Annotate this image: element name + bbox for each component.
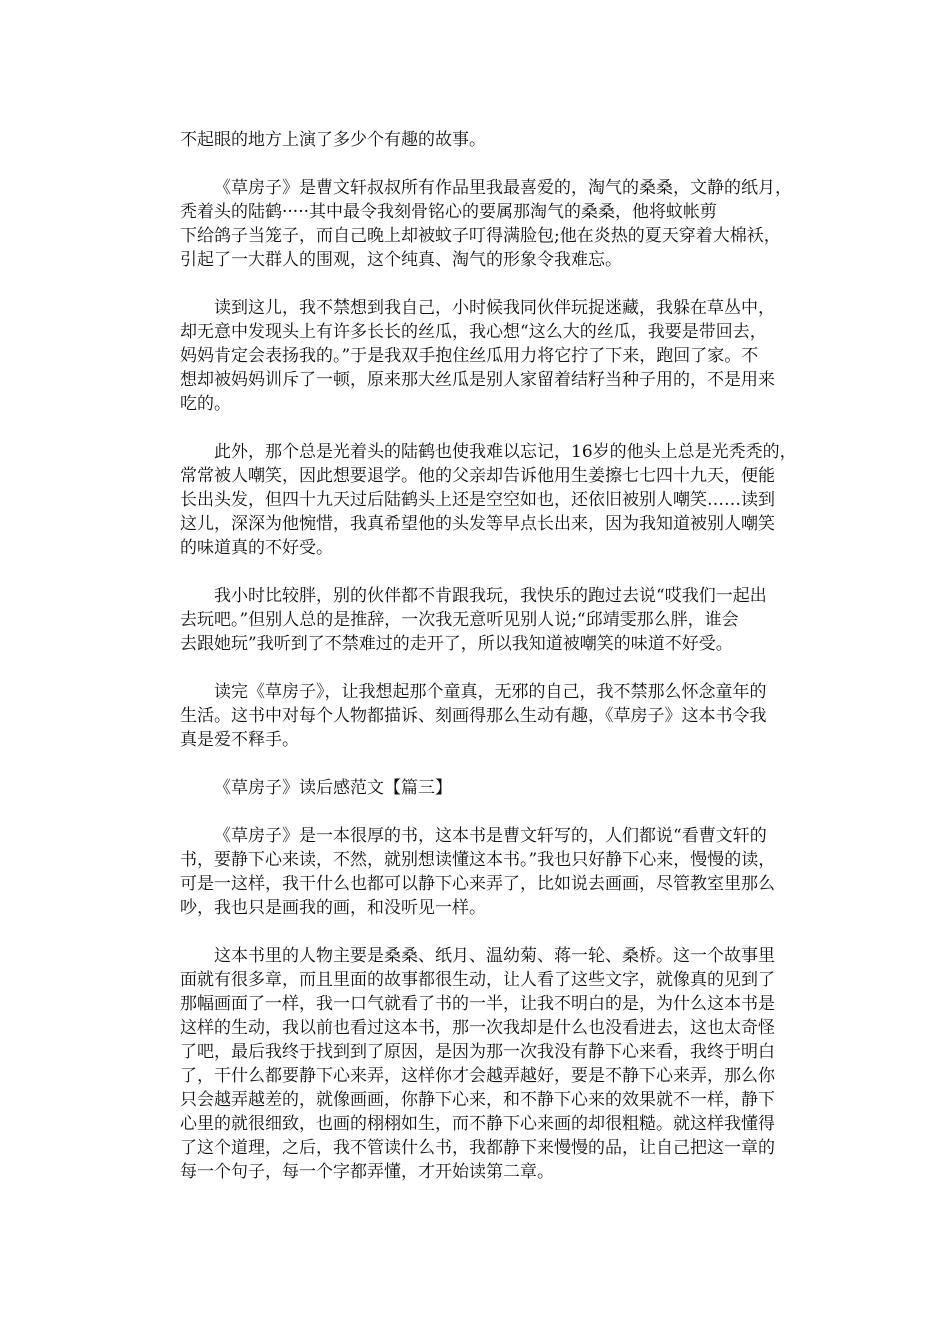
- text-line: 的味道真的不好受。: [180, 538, 333, 558]
- text-line: 《草房子》是曹文轩叔叔所有作品里我最喜爱的，淘气的桑桑，文静的纸月，: [214, 178, 792, 198]
- paragraph-3: [180, 296, 777, 416]
- text-line: 秃着头的陆鹤·····其中最令我刻骨铭心的要属那淘气的桑桑，他将蚊帐剪: [180, 202, 718, 222]
- paragraph-5: [180, 584, 777, 656]
- section-heading: 《草房子》读后感范文【篇三】: [214, 778, 452, 798]
- text-line: 每一个句子，每一个字都弄懂，才开始读第二章。: [180, 1162, 554, 1182]
- text-line: 妈妈肯定会表扬我的。”于是我双手抱住丝瓜用力将它拧了下来，跑回了家。不: [180, 346, 759, 366]
- text-line: 读完《草房子》，让我想起那个童真，无邪的自己，我不禁那么怀念童年的: [214, 682, 767, 702]
- text-line: 却无意中发现头上有许多长长的丝瓜，我心想“这么大的丝瓜，我要是带回去，: [180, 322, 767, 342]
- text-line: 这样的生动，我以前也看过这本书，那一次我却是什么也没看进去，这也太奇怪: [180, 1018, 775, 1038]
- text-line: 了这个道理，之后，我不管读什么书，我都静下来慢慢的品，让自己把这一章的: [180, 1138, 775, 1158]
- text-line: 《草房子》是一本很厚的书，这本书是曹文轩写的，人们都说“看曹文轩的: [214, 826, 767, 846]
- text-line: 去跟她玩”我听到了不禁难过的走开了，所以我知道被嘲笑的味道不好受。: [180, 634, 733, 654]
- paragraph-1: [180, 128, 777, 152]
- text-line: 那幅画面了一样，我一口气就看了书的一半，让我不明白的是，为什么这本书是: [180, 994, 775, 1014]
- text-line: 引起了一大群人的围观，这个纯真、淘气的形象令我难忘。: [180, 250, 622, 270]
- text-line: 下给鸽子当笼子，而自己晚上却被蚊子叮得满脸包;他在炎热的夏天穿着大棉袄，: [180, 226, 781, 246]
- paragraph-2: [180, 176, 792, 272]
- text-line: 可是一这样，我干什么也都可以静下心来弄了，比如说去画画，尽管教室里那么: [180, 874, 775, 894]
- text-line: 这儿，深深为他惋惜，我真希望他的头发等早点长出来，因为我知道被别人嘲笑: [180, 514, 775, 534]
- paragraph-4: [180, 440, 797, 560]
- paragraph-7: [180, 824, 777, 920]
- text-line: 了吧，最后我终于找到到了原因，是因为那一次我没有静下心来看，我终于明白: [180, 1042, 775, 1062]
- text-line: 读到这儿，我不禁想到我自己，小时候我同伙伴玩捉迷藏，我躲在草丛中，: [214, 298, 775, 318]
- text-line: 真是爱不释手。: [180, 730, 299, 750]
- text-line: 吃的。: [180, 394, 231, 414]
- text-line: 面就有很多章，而且里面的故事都很生动，让人看了这些文字，就像真的见到了: [180, 970, 775, 990]
- text-line: 只会越弄越差的，就像画画，你静下心来，和不静下心来的效果就不一样，静下: [180, 1090, 775, 1110]
- text-line: 心里的就很细致，也画的栩栩如生，而不静下心来画的却很粗糙。就这样我懂得: [180, 1114, 775, 1134]
- text-line: 生活。这书中对每个人物都描诉、刻画得那么生动有趣，《草房子》这本书令我: [180, 706, 767, 726]
- text-line: 了，干什么都要静下心来弄，这样你才会越弄越好，要是不静下心来弄，那么你: [180, 1066, 775, 1086]
- text-line: 不起眼的地方上演了多少个有趣的故事。: [180, 130, 486, 150]
- paragraph-6: [180, 680, 777, 752]
- text-line: 常常被人嘲笑，因此想要退学。他的父亲却告诉他用生姜擦七七四十九天，便能: [180, 466, 775, 486]
- text-line: 此外，那个总是光着头的陆鹤也使我难以忘记，16岁的他头上总是光秃秃的，: [214, 442, 797, 462]
- text-line: 书，要静下心来读，不然，就别想读懂这本书。”我也只好静下心来，慢慢的读，: [180, 850, 776, 870]
- text-line: 想却被妈妈训斥了一顿，原来那大丝瓜是别人家留着结籽当种子用的，不是用来: [180, 370, 775, 390]
- document-body: [180, 128, 797, 1208]
- text-line: 这本书里的人物主要是桑桑、纸月、温幼菊、蒋一轮、桑桥。这一个故事里: [214, 946, 775, 966]
- text-line: 我小时比较胖，别的伙伴都不肯跟我玩，我快乐的跑过去说“哎我们一起出: [214, 586, 767, 606]
- paragraph-8: [180, 944, 777, 1184]
- text-line: 去玩吧。”但别人总的是推辞，一次我无意听见别人说;“邱靖雯那么胖，谁会: [180, 610, 739, 630]
- text-line: 长出头发，但四十九天过后陆鹤头上还是空空如也，还依旧被别人嘲笑……读到: [180, 490, 775, 510]
- text-line: 吵，我也只是画我的画，和没听见一样。: [180, 898, 486, 918]
